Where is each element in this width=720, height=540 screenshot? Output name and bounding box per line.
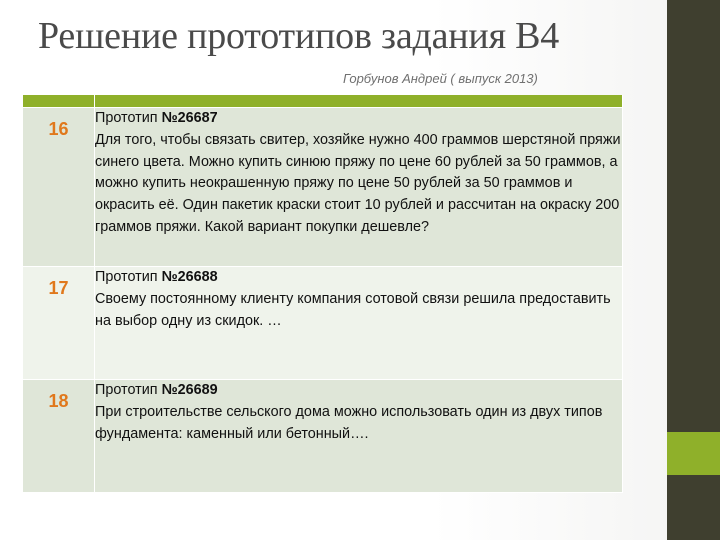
prototypes-table xyxy=(22,95,623,493)
slide-title: Решение прототипов задания В4 xyxy=(38,15,560,57)
table-row xyxy=(23,380,623,493)
prototype-prefix: Прототип xyxy=(95,269,162,285)
prototype-prefix: Прототип xyxy=(95,110,162,126)
header-cell-number xyxy=(23,95,95,108)
prototype-id: №26689 xyxy=(161,382,218,398)
row-number-cell xyxy=(23,267,95,380)
row-number-cell xyxy=(23,108,95,267)
table-row xyxy=(23,267,623,380)
row-content-cell xyxy=(95,267,623,380)
table-header-row xyxy=(23,95,623,108)
row-number-cell xyxy=(23,380,95,493)
prototype-header xyxy=(95,108,622,130)
row-number: 16 xyxy=(48,119,69,139)
prototype-id: №26687 xyxy=(161,110,218,126)
author-subtitle: Горбунов Андрей ( выпуск 2013) xyxy=(343,71,538,86)
header-cell-text xyxy=(95,95,623,108)
prototype-header xyxy=(95,380,622,402)
row-content-cell xyxy=(95,108,623,267)
prototype-header xyxy=(95,267,622,289)
prototype-text: При строительстве сельского дома можно использовать один из двух типов фундамента: каменный или бетонный…. xyxy=(95,403,603,442)
row-number: 18 xyxy=(48,391,69,411)
table-row xyxy=(23,108,623,267)
row-number: 17 xyxy=(48,278,69,298)
prototype-prefix: Прототип xyxy=(95,382,162,398)
prototype-text: Для того, чтобы связать свитер, хозяйке нужно 400 граммов шерстяной пряжи синего цвета. Можно купить синюю пряжу по цене 60 рублей за 50 граммов, а можно купить неокрашенную пряжу по цене 50 рублей за 50 граммов и окрасить её. Один пакетик краски стоит 10 рублей и рассчитан на окраску 200 граммов пряжи. Какой вариант покупки дешевле? xyxy=(95,131,621,235)
prototype-text: Своему постоянному клиенту компания сотовой связи решила предоставить на выбор одну из скидок. … xyxy=(95,290,611,329)
prototype-id: №26688 xyxy=(161,269,218,285)
row-content-cell xyxy=(95,380,623,493)
right-accent-block xyxy=(667,432,720,475)
